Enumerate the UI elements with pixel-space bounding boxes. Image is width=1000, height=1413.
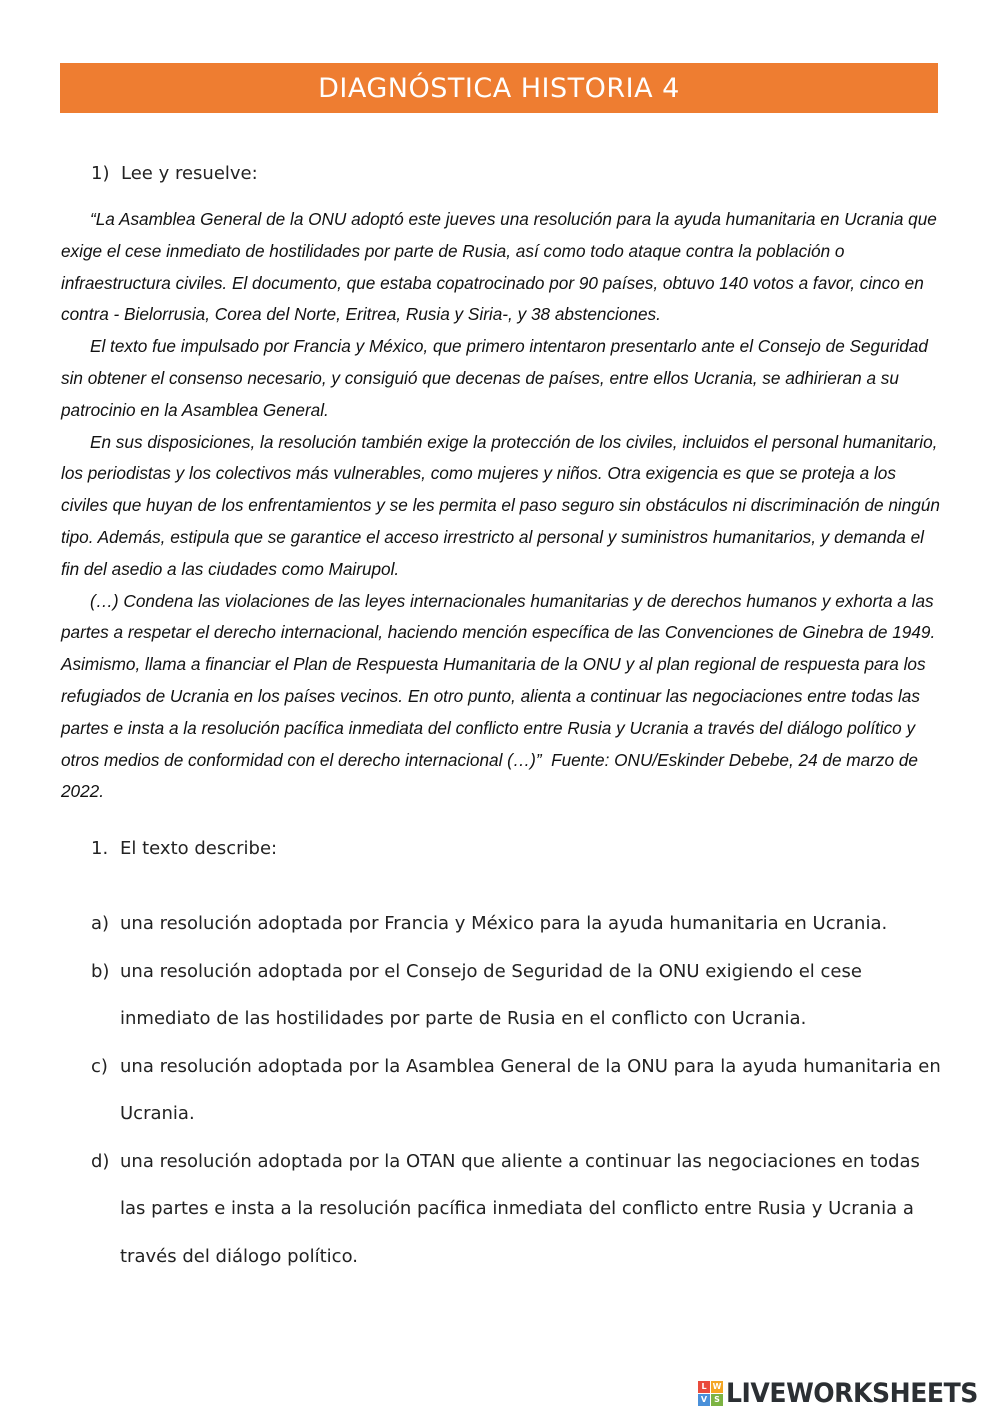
- page-title-text: DIAGNÓSTICA HISTORIA 4: [318, 72, 680, 104]
- option-letter: c): [91, 1055, 108, 1077]
- option-c[interactable]: [91, 1043, 941, 1138]
- brand-wordmark: LIVEWORKSHEETS: [726, 1377, 978, 1409]
- logo-tile: S: [711, 1394, 723, 1406]
- option-text: una resolución adoptada por Francia y México para la ayuda humanitaria en Ucrania.: [120, 913, 888, 934]
- question-text: El texto describe:: [120, 838, 278, 859]
- option-letter: b): [91, 960, 110, 982]
- option-text: una resolución adoptada por la OTAN que aliente a continuar las negociaciones en todas las partes e insta a la resolución pacífica inmediata del conflicto entre Rusia y Ucrania a través del diálogo político.: [120, 1150, 920, 1267]
- instruction-number: 1): [91, 163, 110, 184]
- logo-tile: W: [712, 1382, 722, 1391]
- passage-paragraph-text: (…) Condena las violaciones de las leyes internacionales humanitarias y de derechos humanos y exhorta a las partes a respetar el derecho internacional, haciendo mención específica de las Convenciones de Ginebra de 1949. Asimismo, llama a financiar el Plan de Respuesta Humanitaria de la ONU y al plan regional de respuesta para los refugiados de Ucrania en los países vecinos. En otro punto, alienta a continuar las negociaciones entre todas las partes e insta a la resolución pacífica inmediata del conflicto entre Rusia y Ucrania a través del diálogo político y otros medios de conformidad con el derecho internacional (…)”: [61, 590, 936, 770]
- option-b[interactable]: [91, 948, 941, 1043]
- passage-paragraph: “La Asamblea General de la ONU adoptó este jueves una resolución para la ayuda humanitaria en Ucrania que exige el cese inmediato de hostilidades por parte de Rusia, así como todo ataque contra la población o infraestructura civiles. El documento, que estaba copatrocinado por 90 países, obtuvo 140 votos a favor, cinco en contra - Bielorrusia, Corea del Norte, Eritrea, Rusia y Siria-, y 38 abstenciones.: [61, 209, 937, 325]
- logo-tile: L: [698, 1381, 710, 1393]
- answer-options: [91, 900, 941, 1280]
- instruction-text: Lee y resuelve:: [121, 163, 258, 184]
- option-text: una resolución adoptada por la Asamblea General de la ONU para la ayuda humanitaria en Ucrania.: [120, 1055, 941, 1124]
- option-text: una resolución adoptada por el Consejo de Seguridad de la ONU exigiendo el cese inmediato de las hostilidades por parte de Rusia en el conflicto con Ucrania.: [120, 960, 862, 1029]
- option-a[interactable]: [91, 900, 941, 948]
- question-number: 1.: [91, 838, 109, 859]
- option-letter: d): [91, 1150, 110, 1172]
- logo-tile: V: [698, 1394, 710, 1406]
- passage-paragraph: El texto fue impulsado por Francia y México, que primero intentaron presentarlo ante el Consejo de Seguridad sin obtener el consenso necesario, y consiguió que decenas de países, entre ellos Ucrania, se adhirieran a su patrocinio en la Asamblea General.: [61, 336, 928, 420]
- question: [91, 838, 277, 859]
- brand-mark-icon: [698, 1381, 723, 1406]
- passage-source: Fuente: ONU/Eskinder Debebe, 24 de marzo de 2022.: [61, 749, 918, 802]
- instruction: [91, 163, 258, 184]
- liveworksheets-logo: [698, 1377, 997, 1409]
- passage-paragraph: En sus disposiciones, la resolución también exige la protección de los civiles, incluidos el personal humanitario, los periodistas y los colectivos más vulnerables, como mujeres y niños. Otra exigencia es que se proteja a los civiles que huyan de los enfrentamientos y se les permita el paso seguro sin obstáculos ni discriminación de ningún tipo. Además, estipula que se garantice el acceso irrestricto al personal y suministros humanitarios, y demanda el fin del asedio a las ciudades como Mairupol.: [61, 431, 940, 579]
- option-letter: a): [91, 913, 110, 934]
- option-d[interactable]: [91, 1138, 941, 1281]
- page-title: [60, 63, 938, 113]
- passage-paragraph: [61, 586, 941, 809]
- reading-passage: [61, 204, 941, 808]
